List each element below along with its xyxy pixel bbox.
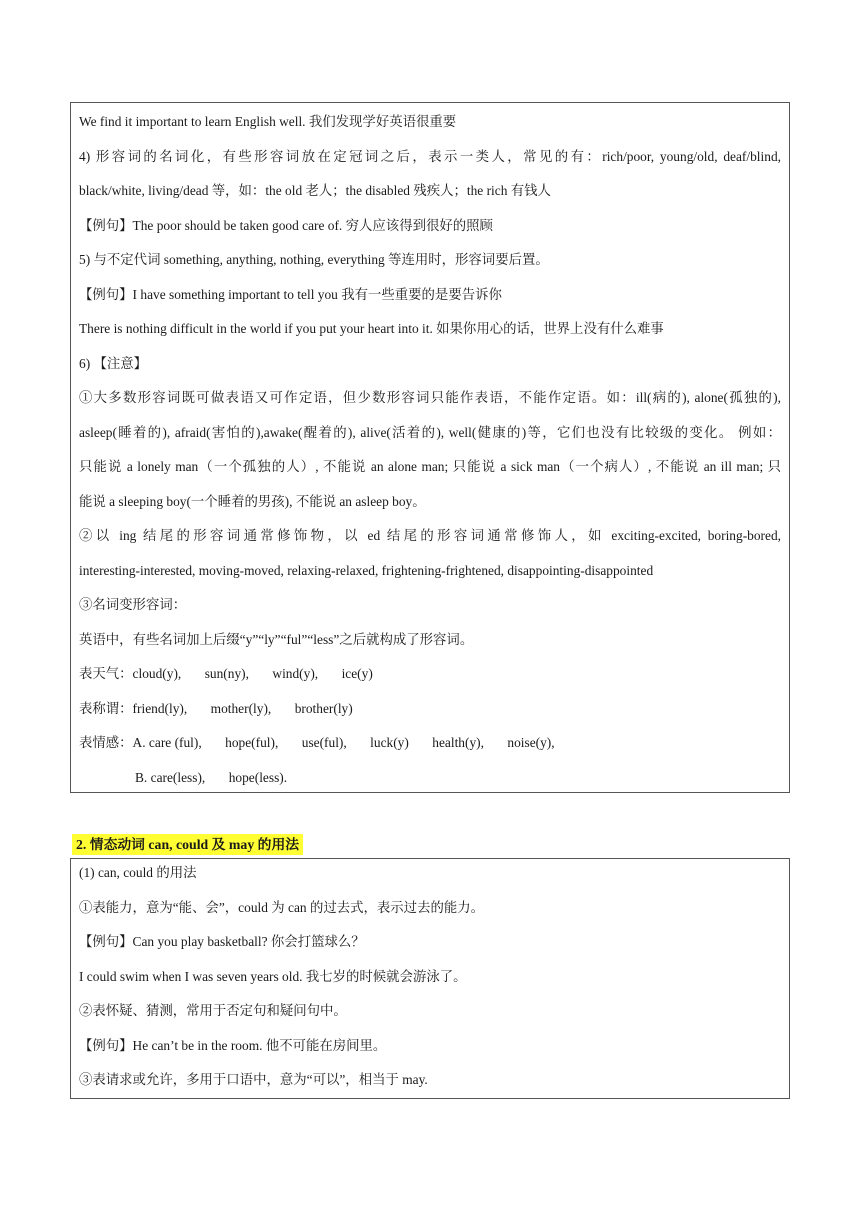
text-line: There is nothing difficult in the world if you put your heart into it. 如果你用心的话，世界上没有什么难事 xyxy=(79,321,664,336)
note-heading: 6) 【注意】 xyxy=(79,356,148,371)
example-line: 【例句】The poor should be taken good care of. 穷人应该得到很好的照顾 xyxy=(79,218,493,233)
text-line: 只能说 a lonely man（一个孤独的人）, 不能说 an alone man; 只能说 a sick man（一个病人）, 不能说 an ill man; 只 xyxy=(79,459,781,474)
adjective-notes-box xyxy=(70,102,790,793)
text-line: I could swim when I was seven years old. 我七岁的时候就会游泳了。 xyxy=(79,969,467,984)
text-line: (1) can, could 的用法 xyxy=(79,865,197,880)
section-heading: 2. 情态动词 can, could 及 may 的用法 xyxy=(72,834,303,855)
text-line: ②以 ing 结尾的形容词通常修饰物，以 ed 结尾的形容词通常修饰人，如 exciting-excited, boring-bored, xyxy=(79,528,781,543)
example-line: 【例句】I have something important to tell you 我有一些重要的是要告诉你 xyxy=(79,287,502,302)
text-line: 5) 与不定代词 something, anything, nothing, everything 等连用时，形容词要后置。 xyxy=(79,252,549,267)
text-line: black/white, living/dead 等，如：the old 老人；the disabled 残疾人；the rich 有钱人 xyxy=(79,183,551,198)
text-line: 英语中，有些名词加上后缀“y”“ly”“ful”“less”之后就构成了形容词。 xyxy=(79,632,474,647)
weather-suffix-line: 表天气：cloud(y), sun(ny), wind(y), ice(y) xyxy=(79,666,373,681)
text-line: ①表能力，意为“能、会”，could 为 can 的过去式，表示过去的能力。 xyxy=(79,900,485,915)
text-line: ③表请求或允许，多用于口语中，意为“可以”，相当于 may. xyxy=(79,1072,428,1087)
emotion-suffix-line: 表情感：A. care (ful), hope(ful), use(ful), luck(y) health(y), noise(y), xyxy=(79,735,555,750)
example-line: 【例句】Can you play basketball? 你会打篮球么？ xyxy=(79,934,365,949)
text-line: We find it important to learn English well. 我们发现学好英语很重要 xyxy=(79,114,457,129)
title-suffix-line: 表称谓：friend(ly), mother(ly), brother(ly) xyxy=(79,701,353,716)
modal-verbs-box xyxy=(70,858,790,1099)
text-line: ③名词变形容词： xyxy=(79,597,187,612)
text-line: 能说 a sleeping boy(一个睡着的男孩), 不能说 an asleep boy。 xyxy=(79,494,426,509)
example-line: 【例句】He can’t be in the room. 他不可能在房间里。 xyxy=(79,1038,387,1053)
text-line: interesting-interested, moving-moved, relaxing-relaxed, frightening-frightened, disappointing-disappointed xyxy=(79,563,654,578)
emotion-suffix-line-b: B. care(less), hope(less). xyxy=(135,770,288,785)
text-line: asleep(睡着的), afraid(害怕的),awake(醒着的), alive(活着的), well(健康的)等，它们也没有比较级的变化。 例如： xyxy=(79,425,781,440)
text-line: ①大多数形容词既可做表语又可作定语，但少数形容词只能作表语，不能作定语。如：ill(病的), alone(孤独的), xyxy=(79,390,781,405)
text-line: 4) 形容词的名词化，有些形容词放在定冠词之后，表示一类人，常见的有：rich/poor, young/old, deaf/blind, xyxy=(79,149,781,164)
text-line: ②表怀疑、猜测，常用于否定句和疑问句中。 xyxy=(79,1003,347,1018)
